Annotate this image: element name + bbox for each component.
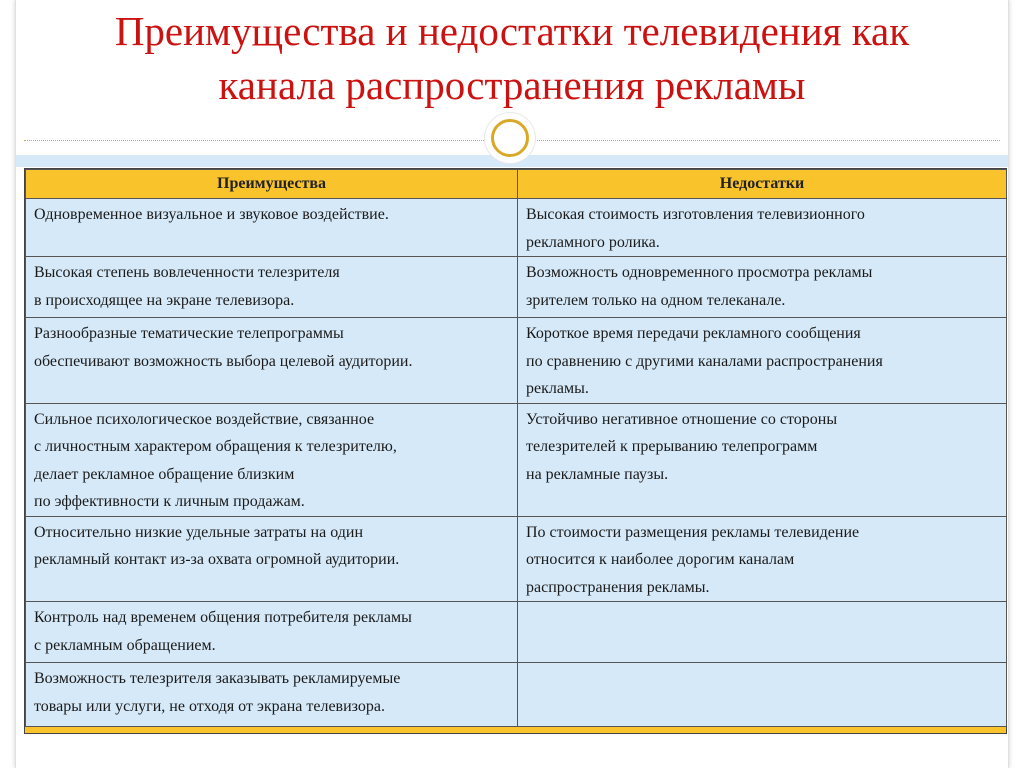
- advantage-cell: Возможность телезрителя заказывать рекламируемые товары или услуги, не отходя от экрана телевизора.: [26, 663, 518, 727]
- header-advantages: Преимущества: [26, 170, 518, 199]
- advantage-cell: Высокая степень вовлеченности телезрителя в происходящее на экране телевизора.: [26, 257, 518, 318]
- advantage-cell: Разнообразные тематические телепрограммы обеспечивают возможность выбора целевой аудитории.: [26, 318, 518, 404]
- slide-title: Преимущества и недостатки телевидения как канала распространения рекламы: [114, 8, 910, 108]
- table-row: [26, 199, 1007, 257]
- disadvantage-cell: Высокая стоимость изготовления телевизионного рекламного ролика.: [518, 199, 1007, 257]
- disadvantage-cell: [518, 663, 1007, 727]
- advantage-cell: Относительно низкие удельные затраты на один рекламный контакт из-за охвата огромной аудитории.: [26, 516, 518, 602]
- disadvantage-cell: Возможность одновременного просмотра рекламы зрителем только на одном телеканале.: [518, 257, 1007, 318]
- table-row: [26, 602, 1007, 663]
- comparison-table-container: [24, 168, 1007, 734]
- comparison-table: [25, 169, 1007, 727]
- table-row: [26, 257, 1007, 318]
- advantage-cell: Одновременное визуальное и звуковое воздействие.: [26, 199, 518, 257]
- circle-ornament-icon: [485, 113, 535, 163]
- header-disadvantages: Недостатки: [518, 170, 1007, 199]
- disadvantage-cell: [518, 602, 1007, 663]
- advantage-cell: Сильное психологическое воздействие, связанное с личностным характером обращения к телезрителю, делает рекламное обращение близким по эффективности к личным продажам.: [26, 403, 518, 516]
- table-row: [26, 663, 1007, 727]
- ring-icon: [491, 119, 529, 157]
- disadvantage-cell: Устойчиво негативное отношение со стороны телезрителей к прерыванию телепрограмм на рекламные паузы.: [518, 403, 1007, 516]
- table-row: [26, 318, 1007, 404]
- disadvantage-cell: Короткое время передачи рекламного сообщения по сравнению с другими каналами распространения рекламы.: [518, 318, 1007, 404]
- advantage-cell: Контроль над временем общения потребителя рекламы с рекламным обращением.: [26, 602, 518, 663]
- table-header-row: [26, 170, 1007, 199]
- table-row: [26, 403, 1007, 516]
- disadvantage-cell: По стоимости размещения рекламы телевидение относится к наиболее дорогим каналам распространения рекламы.: [518, 516, 1007, 602]
- table-row: [26, 516, 1007, 602]
